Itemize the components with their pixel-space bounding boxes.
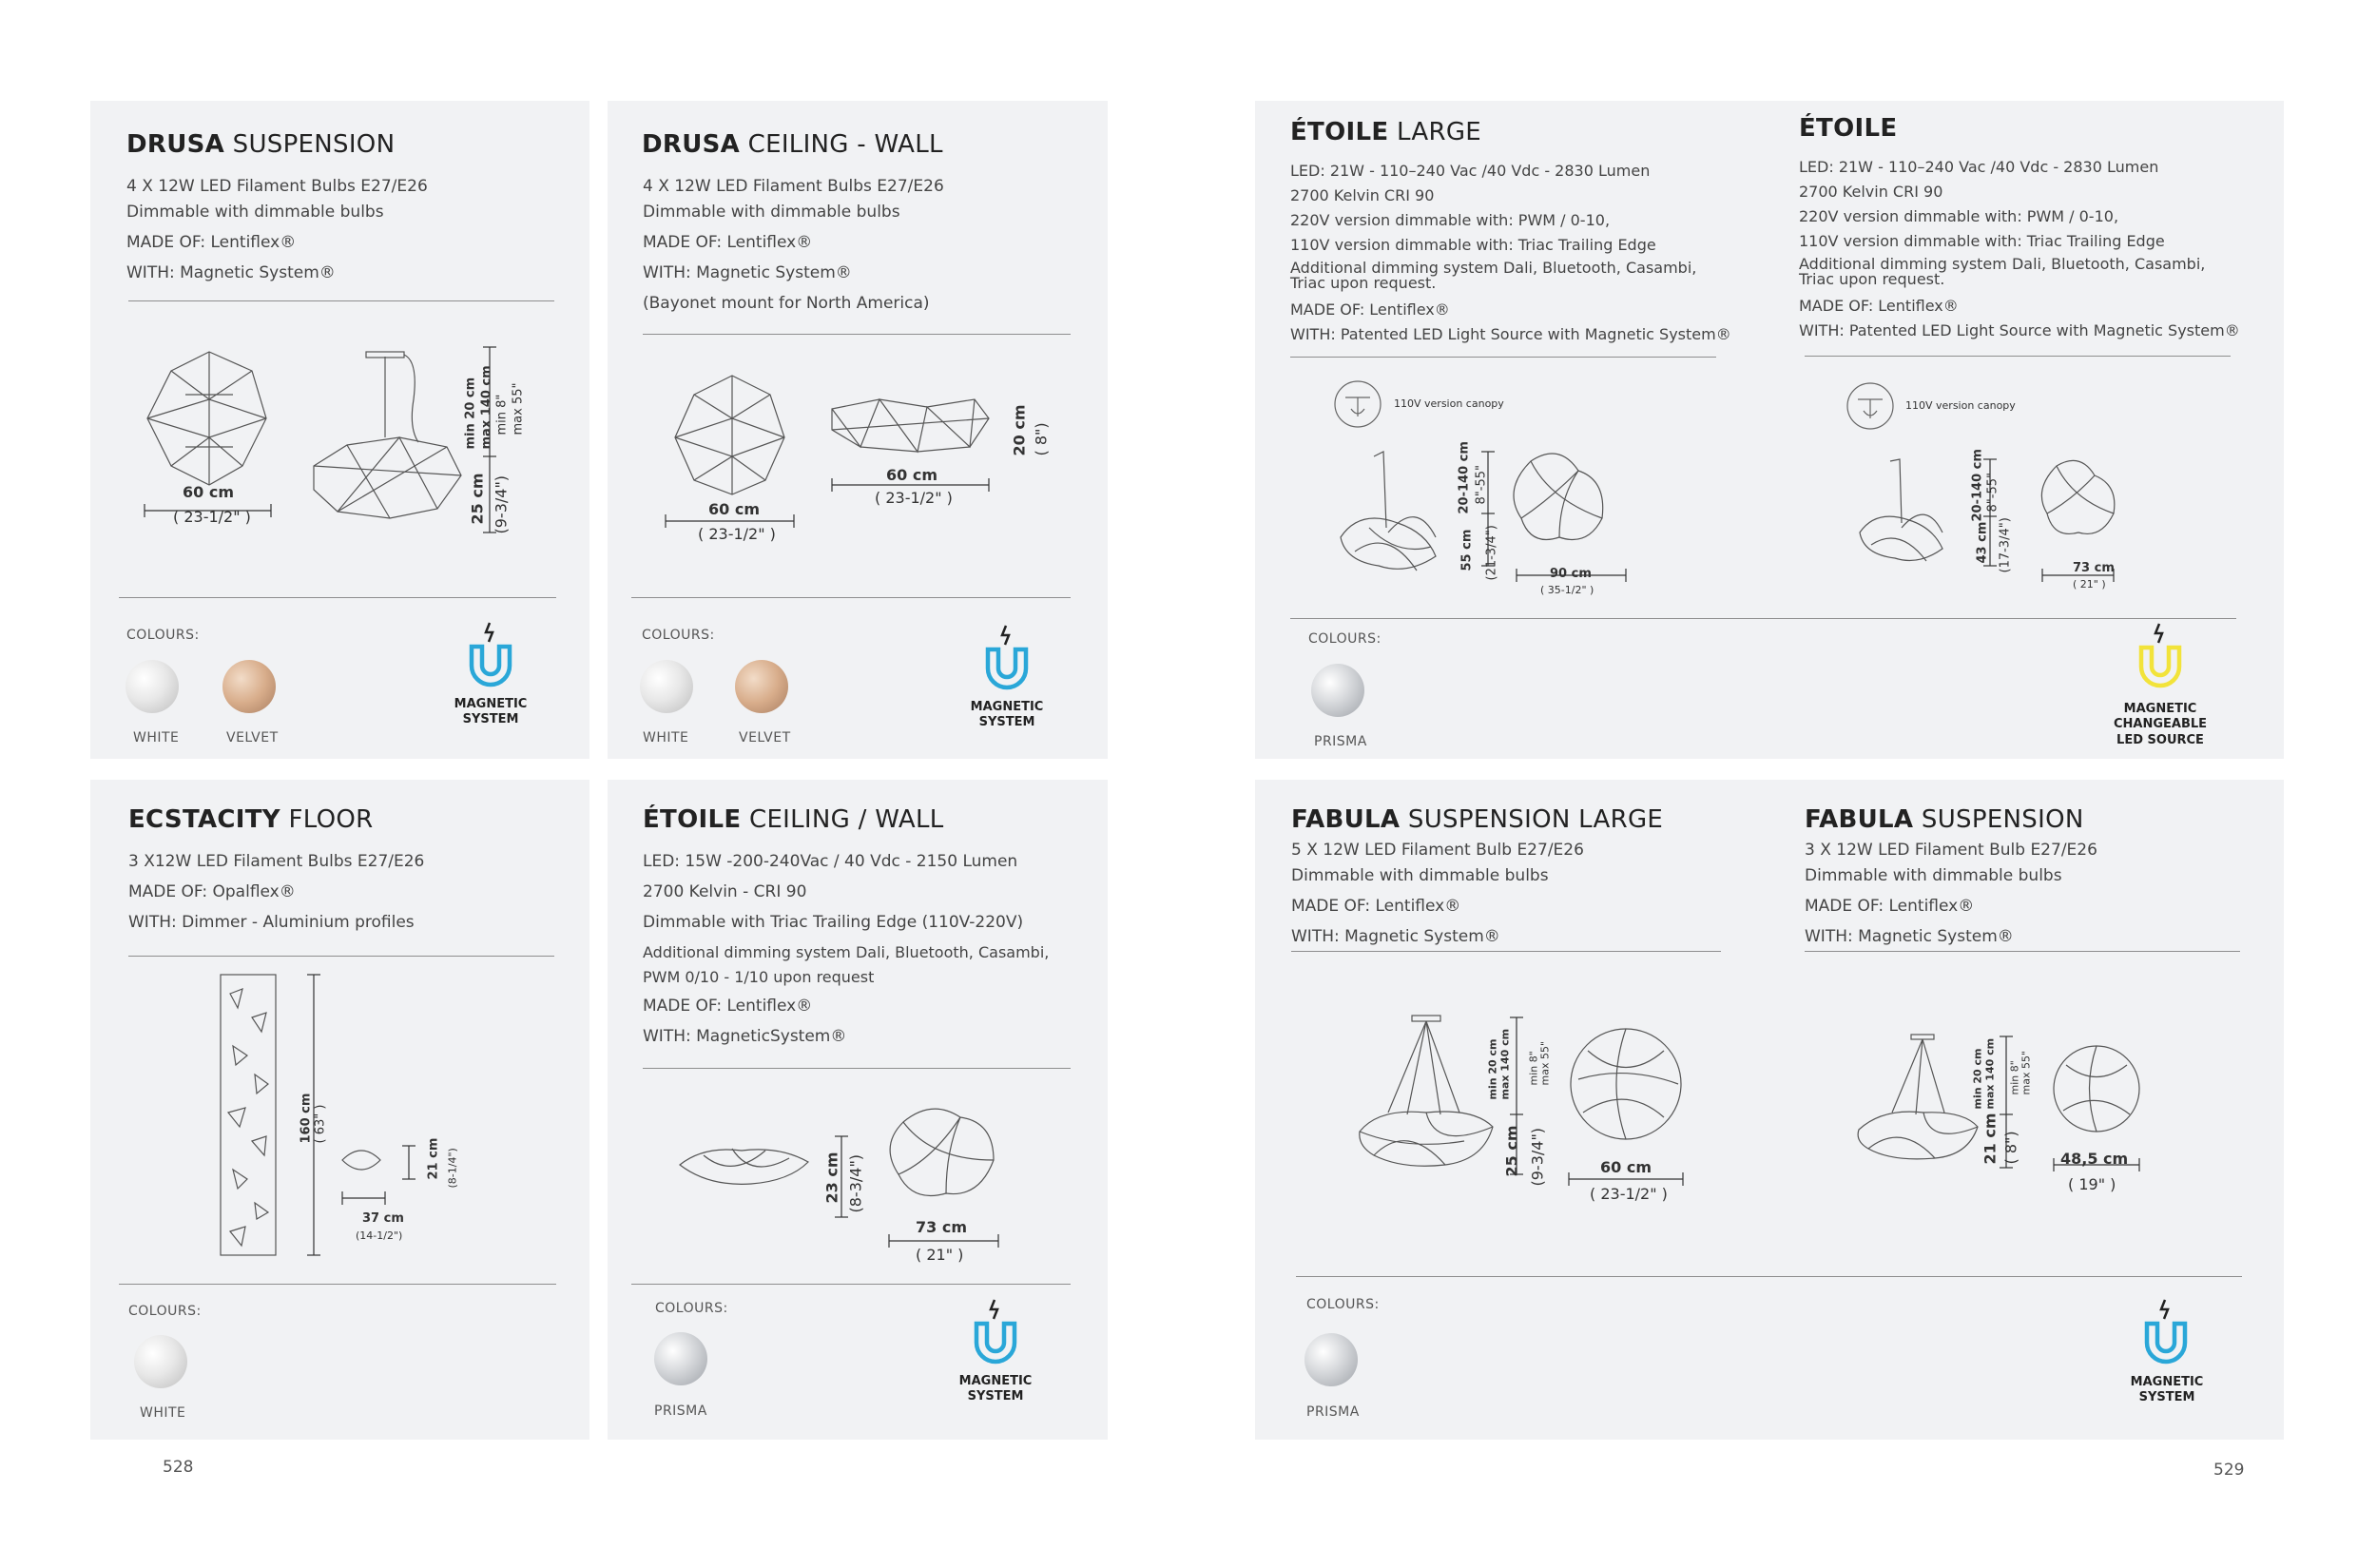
dim-depth: 43 cm	[1975, 521, 1990, 564]
product-name: ÉTOILE	[1290, 118, 1389, 146]
dim-height-min: min 20 cm	[1971, 1048, 1984, 1110]
product-title	[643, 805, 944, 834]
dim-height-min: min 20 cm	[463, 377, 478, 450]
magnet-icon	[972, 1300, 1019, 1366]
dim-depth-in: ( 8")	[1032, 422, 1051, 456]
spec-line: 5 X 12W LED Filament Bulb E27/E26	[1291, 841, 1584, 860]
dim-depth-in: (9-3/4")	[1528, 1127, 1547, 1187]
dim-width: 90 cm	[1550, 567, 1592, 581]
badge-line: SYSTEM	[967, 1389, 1024, 1404]
canopy-icon	[1846, 382, 1894, 430]
product-name: ÉTOILE	[1799, 114, 1898, 143]
dim-height-in: ( 63" )	[313, 1104, 328, 1144]
dim-width-in: ( 23-1/2" )	[1590, 1185, 1668, 1203]
product-type: SUSPENSION	[1921, 805, 2084, 834]
badge-line: MAGNETIC	[2130, 1375, 2204, 1389]
dim-width: 73 cm	[2073, 561, 2115, 575]
magnetic-changeable-badge	[2103, 702, 2217, 748]
spec-line: MADE OF: Lentiflex®	[1799, 297, 1959, 315]
dim-height-in: 8"-55"	[1985, 473, 2000, 513]
divider	[643, 334, 1071, 335]
canopy-label: 110V version canopy	[1394, 397, 1504, 410]
page-number-right: 529	[2213, 1461, 2245, 1480]
swatch-velvet	[222, 660, 276, 713]
dim-height-min-in: min 8"	[1527, 1051, 1540, 1086]
product-type: LARGE	[1396, 118, 1481, 146]
badge-line: MAGNETIC	[970, 700, 1044, 714]
swatch-white	[134, 1335, 187, 1388]
divider	[1290, 357, 1716, 358]
divider	[1296, 1276, 2242, 1277]
product-title	[1805, 805, 2084, 834]
dim-width-in: ( 23-1/2" )	[173, 508, 251, 526]
spec-line: MADE OF: Lentiflex®	[643, 233, 813, 252]
dim-width: 60 cm	[886, 466, 937, 484]
swatch-prisma	[1311, 664, 1364, 717]
spec-line: 2700 Kelvin CRI 90	[1290, 186, 1435, 204]
colour-name: VELVET	[226, 730, 279, 745]
product-type: CEILING - WALL	[747, 130, 943, 159]
dim-width-in: ( 21" )	[2073, 578, 2106, 590]
colours-label: COLOURS:	[128, 1304, 202, 1319]
dim-height: 20-140 cm	[1970, 449, 1985, 522]
spec-line: WITH: Magnetic System®	[1291, 927, 1500, 946]
dim-depth-in: (17-3/4")	[1998, 517, 2013, 573]
spec-line: Dimmable with dimmable bulbs	[126, 203, 384, 222]
spec-line: 2700 Kelvin CRI 90	[1799, 183, 1943, 201]
dim-width: 60 cm	[183, 483, 234, 501]
spec-line: LED: 15W -200-240Vac / 40 Vdc - 2150 Lumen	[643, 852, 1018, 871]
product-name: DRUSA	[642, 130, 741, 159]
badge-line: LED SOURCE	[2116, 732, 2204, 747]
colour-name: WHITE	[643, 730, 689, 745]
product-specs	[643, 852, 1049, 1046]
colour-name: VELVET	[739, 730, 791, 745]
product-specs	[126, 177, 428, 282]
swatch-white	[126, 660, 179, 713]
product-type: SUSPENSION	[232, 130, 396, 159]
product-title	[1290, 118, 1481, 146]
spec-line: 110V version dimmable with: Triac Trailing Edge	[1799, 232, 2165, 250]
spec-line: Dimmable with Triac Trailing Edge (110V-220V)	[643, 913, 1024, 932]
dim-depth: 55 cm	[1459, 529, 1475, 571]
dim-depth: 23 cm	[822, 1152, 841, 1204]
spec-line: WITH: Magnetic System®	[126, 263, 336, 282]
dim-height-max: max 140 cm	[1983, 1037, 1997, 1110]
spec-line: 2700 Kelvin - CRI 90	[643, 882, 807, 901]
spec-line: WITH: Magnetic System®	[1805, 927, 2014, 946]
dim-depth: 21 cm	[1981, 1113, 2000, 1165]
badge-line: SYSTEM	[2138, 1390, 2195, 1405]
magnet-icon	[467, 623, 514, 689]
spec-line: LED: 21W - 110–240 Vac /40 Vdc - 2830 Lumen	[1799, 158, 2159, 176]
divider	[1290, 618, 2236, 619]
spec-line: WITH: Magnetic System®	[643, 263, 852, 282]
product-specs	[1290, 162, 1731, 343]
canopy-icon	[1334, 380, 1382, 428]
spec-line: Additional dimming system Dali, Bluetooth, Casambi,	[643, 943, 1050, 961]
divider	[119, 597, 556, 598]
swatch-prisma	[1304, 1333, 1358, 1386]
product-name: FABULA	[1291, 805, 1401, 834]
dim-height-min-in: min 8"	[2008, 1060, 2021, 1095]
badge-line: MAGNETIC	[2123, 702, 2197, 716]
colours-label: COLOURS:	[126, 628, 200, 643]
product-name: DRUSA	[126, 130, 225, 159]
dim-depth-in: (21-3/4")	[1484, 525, 1499, 581]
product-specs	[128, 852, 424, 932]
spec-line: (Bayonet mount for North America)	[643, 294, 930, 313]
magnet-icon	[2142, 1300, 2190, 1366]
colours-label: COLOURS:	[1308, 631, 1382, 647]
spec-line: Additional dimming system Dali, Bluetooth, Casambi, Triac upon request.	[1799, 255, 2206, 288]
canopy-label: 110V version canopy	[1905, 399, 2016, 412]
spec-line: MADE OF: Lentiflex®	[643, 997, 813, 1016]
dim-height-max: max 140 cm	[479, 365, 494, 450]
dim-width-in: ( 35-1/2" )	[1540, 584, 1594, 596]
dim-depth: 21 cm	[426, 1137, 441, 1180]
dim-width: 37 cm	[362, 1211, 404, 1226]
dim-height: 20-140 cm	[1457, 441, 1472, 514]
product-name: ECSTACITY	[128, 805, 280, 834]
divider	[1805, 951, 2240, 952]
dim-width-in: ( 19" )	[2068, 1175, 2116, 1193]
ecstacity-drawing	[209, 970, 456, 1265]
divider	[1291, 951, 1721, 952]
spec-line: MADE OF: Lentiflex®	[1290, 300, 1450, 319]
dim-depth-in: ( 8")	[2001, 1131, 2020, 1165]
badge-line: MAGNETIC	[454, 697, 528, 711]
dim-height-in: 8"-55"	[1474, 465, 1489, 505]
spec-line: 220V version dimmable with: PWM / 0-10,	[1290, 211, 1611, 229]
dim-width-in: ( 21" )	[916, 1246, 964, 1264]
magnetic-system-badge	[951, 1374, 1040, 1405]
badge-line: SYSTEM	[462, 712, 519, 727]
spec-line: LED: 21W - 110–240 Vac /40 Vdc - 2830 Lumen	[1290, 162, 1651, 180]
colour-name: PRISMA	[1314, 734, 1367, 749]
dim-depth: 25 cm	[1502, 1125, 1521, 1177]
product-title	[128, 805, 374, 834]
divider	[128, 300, 554, 301]
colour-name: PRISMA	[1306, 1404, 1360, 1420]
dim-height-max: max 140 cm	[1498, 1028, 1512, 1100]
spec-line: 220V version dimmable with: PWM / 0-10,	[1799, 207, 2119, 225]
dim-width: 48,5 cm	[2060, 1150, 2129, 1168]
dim-depth: 25 cm	[468, 473, 487, 525]
spec-line: WITH: MagneticSystem®	[643, 1027, 847, 1046]
product-name: ÉTOILE	[643, 805, 742, 834]
dim-width: 73 cm	[916, 1218, 967, 1236]
product-specs	[643, 177, 944, 313]
product-title	[642, 130, 943, 159]
spec-line: Dimmable with dimmable bulbs	[1291, 866, 1549, 885]
product-type: CEILING / WALL	[748, 805, 944, 834]
swatch-prisma	[654, 1332, 707, 1385]
page-number-left: 528	[163, 1458, 194, 1477]
spec-line: 3 X12W LED Filament Bulbs E27/E26	[128, 852, 425, 871]
divider	[631, 597, 1071, 598]
magnetic-system-badge	[2122, 1375, 2212, 1406]
spec-line: 4 X 12W LED Filament Bulbs E27/E26	[126, 177, 428, 196]
colour-name: WHITE	[140, 1405, 186, 1421]
product-name: FABULA	[1805, 805, 1914, 834]
dim-height-min: min 20 cm	[1486, 1038, 1499, 1100]
magnetic-system-badge	[962, 700, 1052, 731]
divider	[128, 956, 554, 957]
magnet-icon	[983, 626, 1031, 692]
spec-line: MADE OF: Opalflex®	[128, 882, 296, 901]
dim-height-min-in: min 8"	[494, 394, 510, 436]
spec-line: MADE OF: Lentiflex®	[126, 233, 297, 252]
dim-width: 60 cm	[1600, 1158, 1652, 1176]
dim-width-in: (14-1/2")	[356, 1229, 403, 1242]
product-specs	[1799, 158, 2240, 339]
spec-line: 3 X 12W LED Filament Bulb E27/E26	[1805, 841, 2097, 860]
colour-name: PRISMA	[654, 1403, 707, 1419]
dim-depth: 20 cm	[1010, 404, 1029, 456]
dim-width: 60 cm	[708, 500, 760, 518]
dim-height-max-in: max 55"	[1538, 1040, 1552, 1086]
badge-line: CHANGEABLE	[2113, 717, 2208, 732]
spec-line: PWM 0/10 - 1/10 upon request	[643, 968, 875, 986]
product-title	[1799, 114, 1897, 143]
divider	[119, 1284, 556, 1285]
dim-height-max-in: max 55"	[2019, 1050, 2033, 1095]
product-title	[126, 130, 395, 159]
dim-depth-in: (8-3/4")	[846, 1153, 865, 1213]
dim-width-in: ( 23-1/2" )	[698, 525, 776, 543]
colours-label: COLOURS:	[642, 628, 715, 643]
divider	[631, 1284, 1071, 1285]
magnetic-system-badge	[447, 697, 534, 728]
colour-name: WHITE	[133, 730, 180, 745]
product-type: SUSPENSION LARGE	[1407, 805, 1664, 834]
swatch-white	[640, 660, 693, 713]
colours-label: COLOURS:	[655, 1301, 728, 1316]
badge-line: SYSTEM	[978, 715, 1035, 730]
magnet-icon	[2136, 624, 2184, 690]
spec-line: WITH: Patented LED Light Source with Magnetic System®	[1799, 321, 2240, 339]
swatch-velvet	[735, 660, 788, 713]
colours-label: COLOURS:	[1306, 1297, 1380, 1312]
spec-line: MADE OF: Lentiflex®	[1805, 897, 1975, 916]
spec-line: Dimmable with dimmable bulbs	[643, 203, 900, 222]
product-specs	[1805, 841, 2097, 946]
spec-line: WITH: Dimmer - Aluminium profiles	[128, 913, 415, 932]
product-specs	[1291, 841, 1584, 946]
spec-line: WITH: Patented LED Light Source with Magnetic System®	[1290, 325, 1731, 343]
dim-depth-in: (9-3/4")	[492, 474, 511, 534]
dim-depth-in: (8-1/4")	[446, 1148, 459, 1189]
spec-line: 4 X 12W LED Filament Bulbs E27/E26	[643, 177, 944, 196]
spec-line: Dimmable with dimmable bulbs	[1805, 866, 2062, 885]
divider	[1805, 356, 2231, 357]
spec-line: 110V version dimmable with: Triac Trailing Edge	[1290, 236, 1656, 254]
product-title	[1291, 805, 1663, 834]
spec-line: Additional dimming system Dali, Bluetooth, Casambi, Triac upon request.	[1290, 259, 1697, 292]
dim-height: 160 cm	[299, 1093, 314, 1144]
spec-line: MADE OF: Lentiflex®	[1291, 897, 1461, 916]
dim-width-in: ( 23-1/2" )	[875, 489, 953, 507]
dim-height-max-in: max 55"	[511, 382, 526, 436]
divider	[643, 1068, 1071, 1069]
product-type: FLOOR	[288, 805, 374, 834]
badge-line: MAGNETIC	[958, 1374, 1033, 1388]
